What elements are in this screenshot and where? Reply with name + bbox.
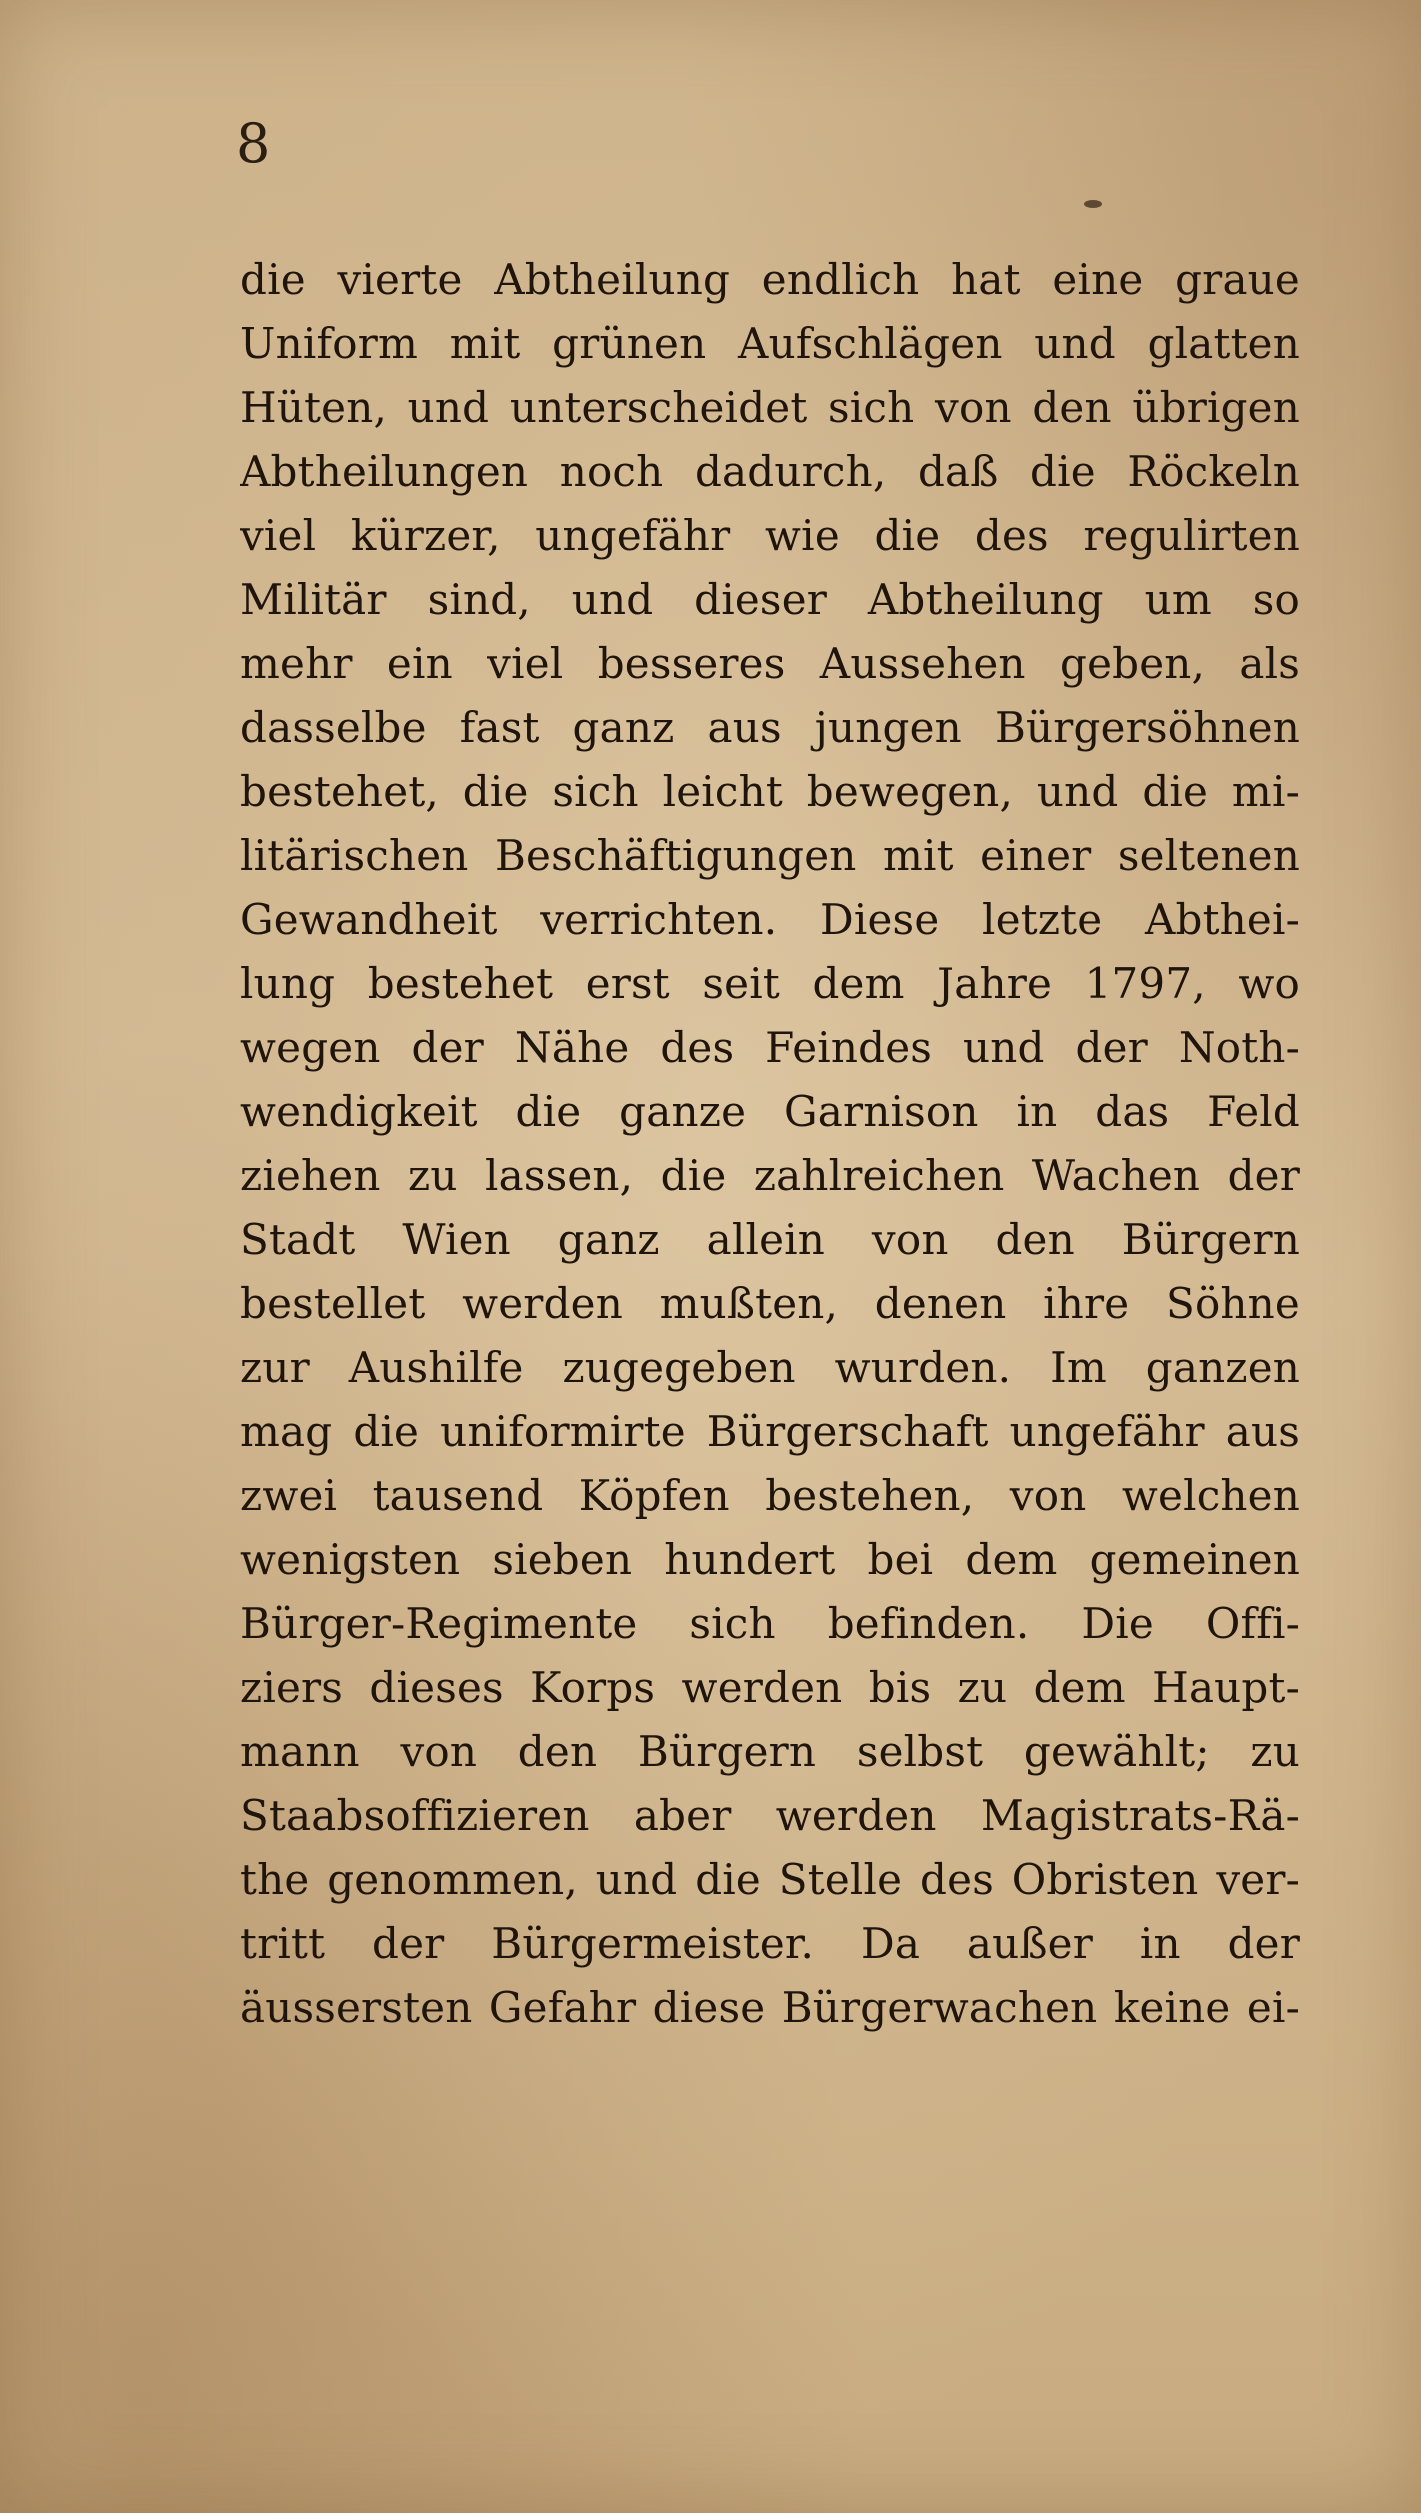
text-line: zwei tausend Köpfen bestehen, von welchen bbox=[240, 1471, 1300, 1520]
text-line: tritt der Bürgermeister. Da außer in der bbox=[240, 1919, 1300, 1968]
text-line: äussersten Gefahr diese Bürgerwachen keine ei- bbox=[240, 1983, 1300, 2032]
text-line: Stadt Wien ganz allein von den Bürgern bbox=[240, 1215, 1300, 1264]
text-line: wenigsten sieben hundert bei dem gemeinen bbox=[240, 1535, 1300, 1584]
text-line: Uniform mit grünen Aufschlägen und glatten bbox=[240, 319, 1300, 368]
text-line: lung bestehet erst seit dem Jahre 1797, wo bbox=[240, 959, 1300, 1008]
text-line: mag die uniformirte Bürgerschaft ungefähr aus bbox=[240, 1407, 1300, 1456]
text-line: Staabsoffizieren aber werden Magistrats-Rä- bbox=[240, 1791, 1300, 1840]
text-line: Hüten, und unterscheidet sich von den übrigen bbox=[240, 383, 1300, 432]
text-line: bestehet, die sich leicht bewegen, und die mi- bbox=[240, 767, 1300, 816]
text-line: viel kürzer, ungefähr wie die des regulirten bbox=[240, 511, 1300, 560]
text-line: Bürger-Regimente sich befinden. Die Offi- bbox=[240, 1599, 1300, 1648]
text-line: wendigkeit die ganze Garnison in das Feld bbox=[240, 1087, 1300, 1136]
text-line: Abtheilungen noch dadurch, daß die Röckeln bbox=[240, 447, 1300, 496]
ink-smudge bbox=[1084, 200, 1102, 208]
text-line: bestellet werden mußten, denen ihre Söhne bbox=[240, 1279, 1300, 1328]
page-number: 8 bbox=[236, 112, 272, 175]
text-line: ziehen zu lassen, die zahlreichen Wachen der bbox=[240, 1151, 1300, 1200]
text-line: zur Aushilfe zugegeben wurden. Im ganzen bbox=[240, 1343, 1300, 1392]
text-line: wegen der Nähe des Feindes und der Noth- bbox=[240, 1023, 1300, 1072]
text-line: dasselbe fast ganz aus jungen Bürgersöhnen bbox=[240, 703, 1300, 752]
body-text bbox=[240, 248, 1300, 2040]
text-line: mann von den Bürgern selbst gewählt; zu bbox=[240, 1727, 1300, 1776]
text-line: Gewandheit verrichten. Diese letzte Abthei- bbox=[240, 895, 1300, 944]
text-line: die vierte Abtheilung endlich hat eine graue bbox=[240, 255, 1300, 304]
text-line: mehr ein viel besseres Aussehen geben, als bbox=[240, 639, 1300, 688]
text-line: the genommen, und die Stelle des Obristen ver- bbox=[240, 1855, 1300, 1904]
text-line: Militär sind, und dieser Abtheilung um so bbox=[240, 575, 1300, 624]
text-line: ziers dieses Korps werden bis zu dem Haupt- bbox=[240, 1663, 1300, 1712]
text-line: litärischen Beschäftigungen mit einer seltenen bbox=[240, 831, 1300, 880]
